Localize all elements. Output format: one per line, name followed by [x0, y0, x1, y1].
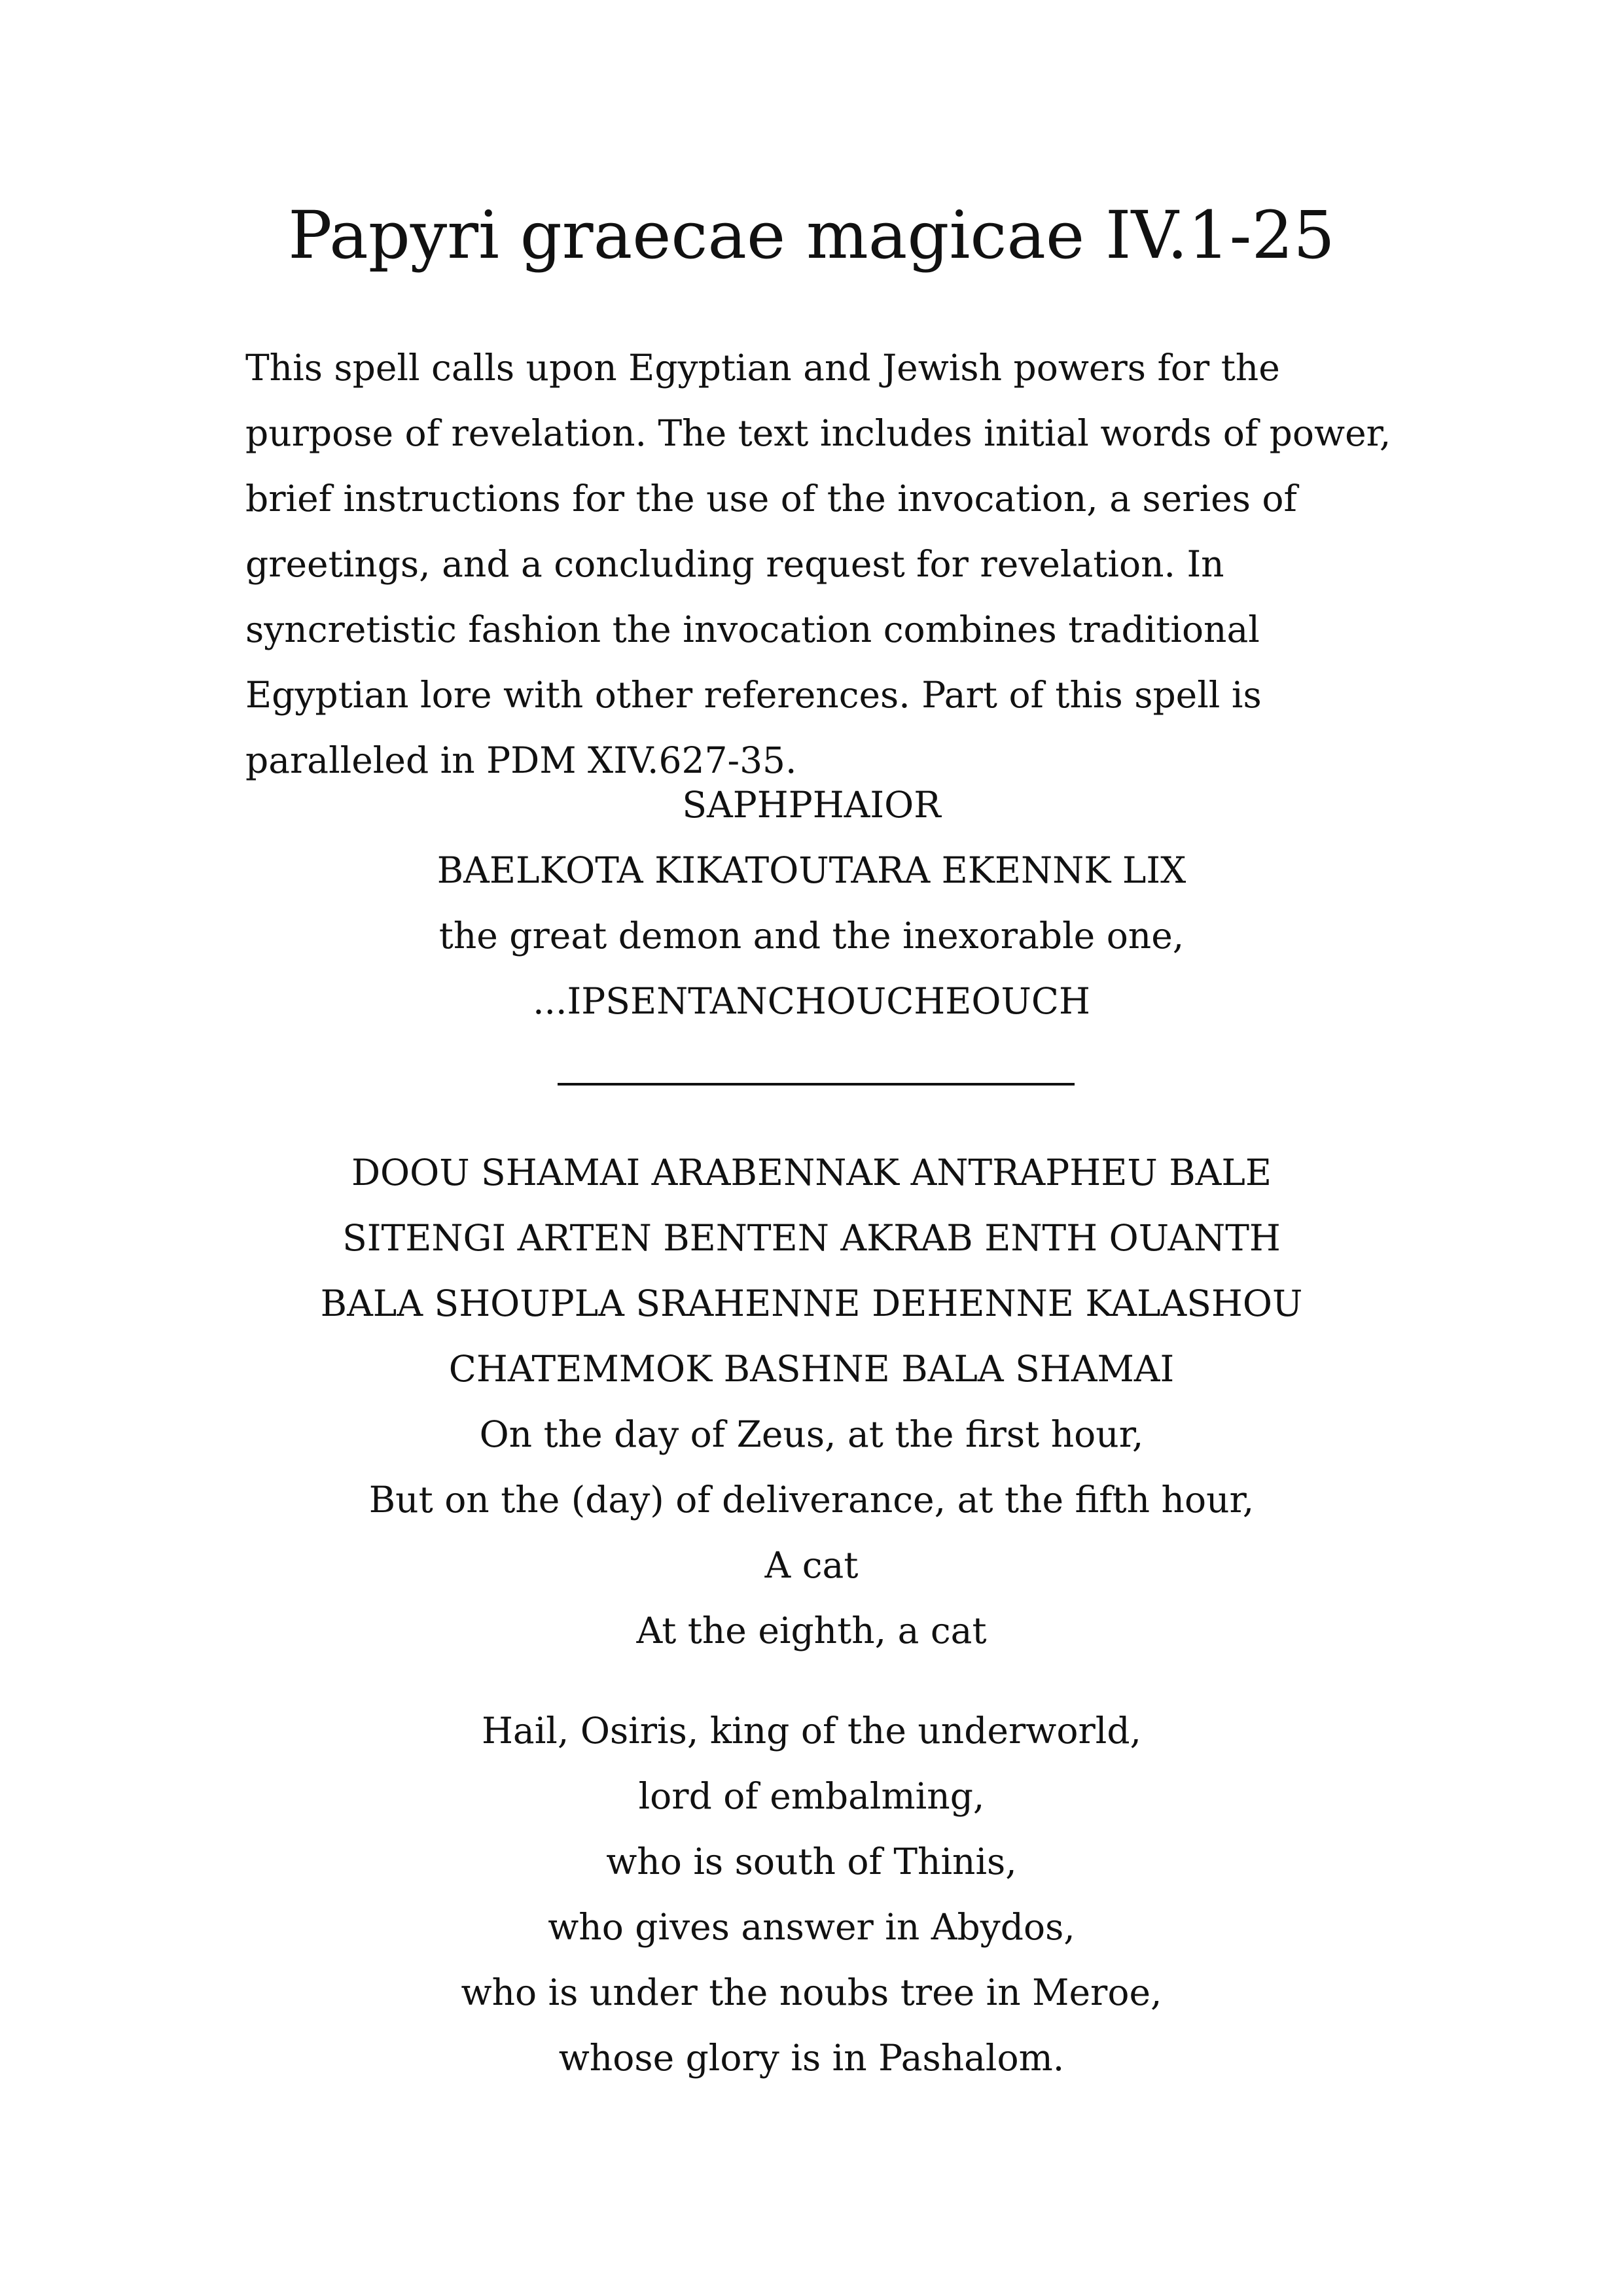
verse-line: who is south of Thinis,: [606, 1841, 1017, 1882]
verse-line: lord of embalming,: [638, 1775, 985, 1817]
verse-line: SAPHPHAIOR: [682, 784, 941, 826]
verse-line: DOOU SHAMAI ARABENNAK ANTRAPHEU BALE: [351, 1152, 1272, 1193]
verse-line: whose glory is in Pashalom.: [558, 2037, 1065, 2079]
verse-line: A cat: [764, 1544, 859, 1586]
verse-stanza-1: [0, 772, 1623, 1034]
verse-line: SITENGI ARTEN BENTEN AKRAB ENTH OUANTH: [342, 1217, 1281, 1259]
verse-stanza-2: [0, 1140, 1623, 1663]
verse-line: BAELKOTA KIKATOUTARA EKENNK LIX: [437, 849, 1186, 891]
verse-line: At the eighth, a cat: [636, 1610, 987, 1651]
verse-line: CHATEMMOK BASHNE BALA SHAMAI: [448, 1348, 1175, 1390]
verse-line: the great demon and the inexorable one,: [438, 915, 1185, 957]
verse-line: ...IPSENTANCHOUCHEOUCH: [533, 980, 1090, 1022]
intro-paragraph: This spell calls upon Egyptian and Jewish powers for the purpose of revelation. The text includes initial words of power, brief instructions for the use of the invocation, a series of greetings, and a concluding request for revelation. In syncretistic fashion the invocation combines traditional Egyptian lore with other references. Part of this spell is paralleled in PDM XIV.627-35.: [245, 347, 1391, 781]
verse-line: Hail, Osiris, king of the underworld,: [481, 1710, 1142, 1752]
section-divider: [558, 1083, 1075, 1086]
verse-line: who is under the noubs tree in Meroe,: [461, 1971, 1162, 2013]
verse-line: BALA SHOUPLA SRAHENNE DEHENNE KALASHOU: [320, 1282, 1303, 1324]
verse-line: On the day of Zeus, at the first hour,: [479, 1413, 1144, 1455]
verse-line: But on the (day) of deliverance, at the fifth hour,: [368, 1479, 1255, 1521]
verse-line: who gives answer in Abydos,: [548, 1906, 1075, 1948]
page-title: Papyri graecae magicae IV.1-25: [288, 197, 1335, 274]
verse-stanza-3: [0, 1698, 1623, 2091]
